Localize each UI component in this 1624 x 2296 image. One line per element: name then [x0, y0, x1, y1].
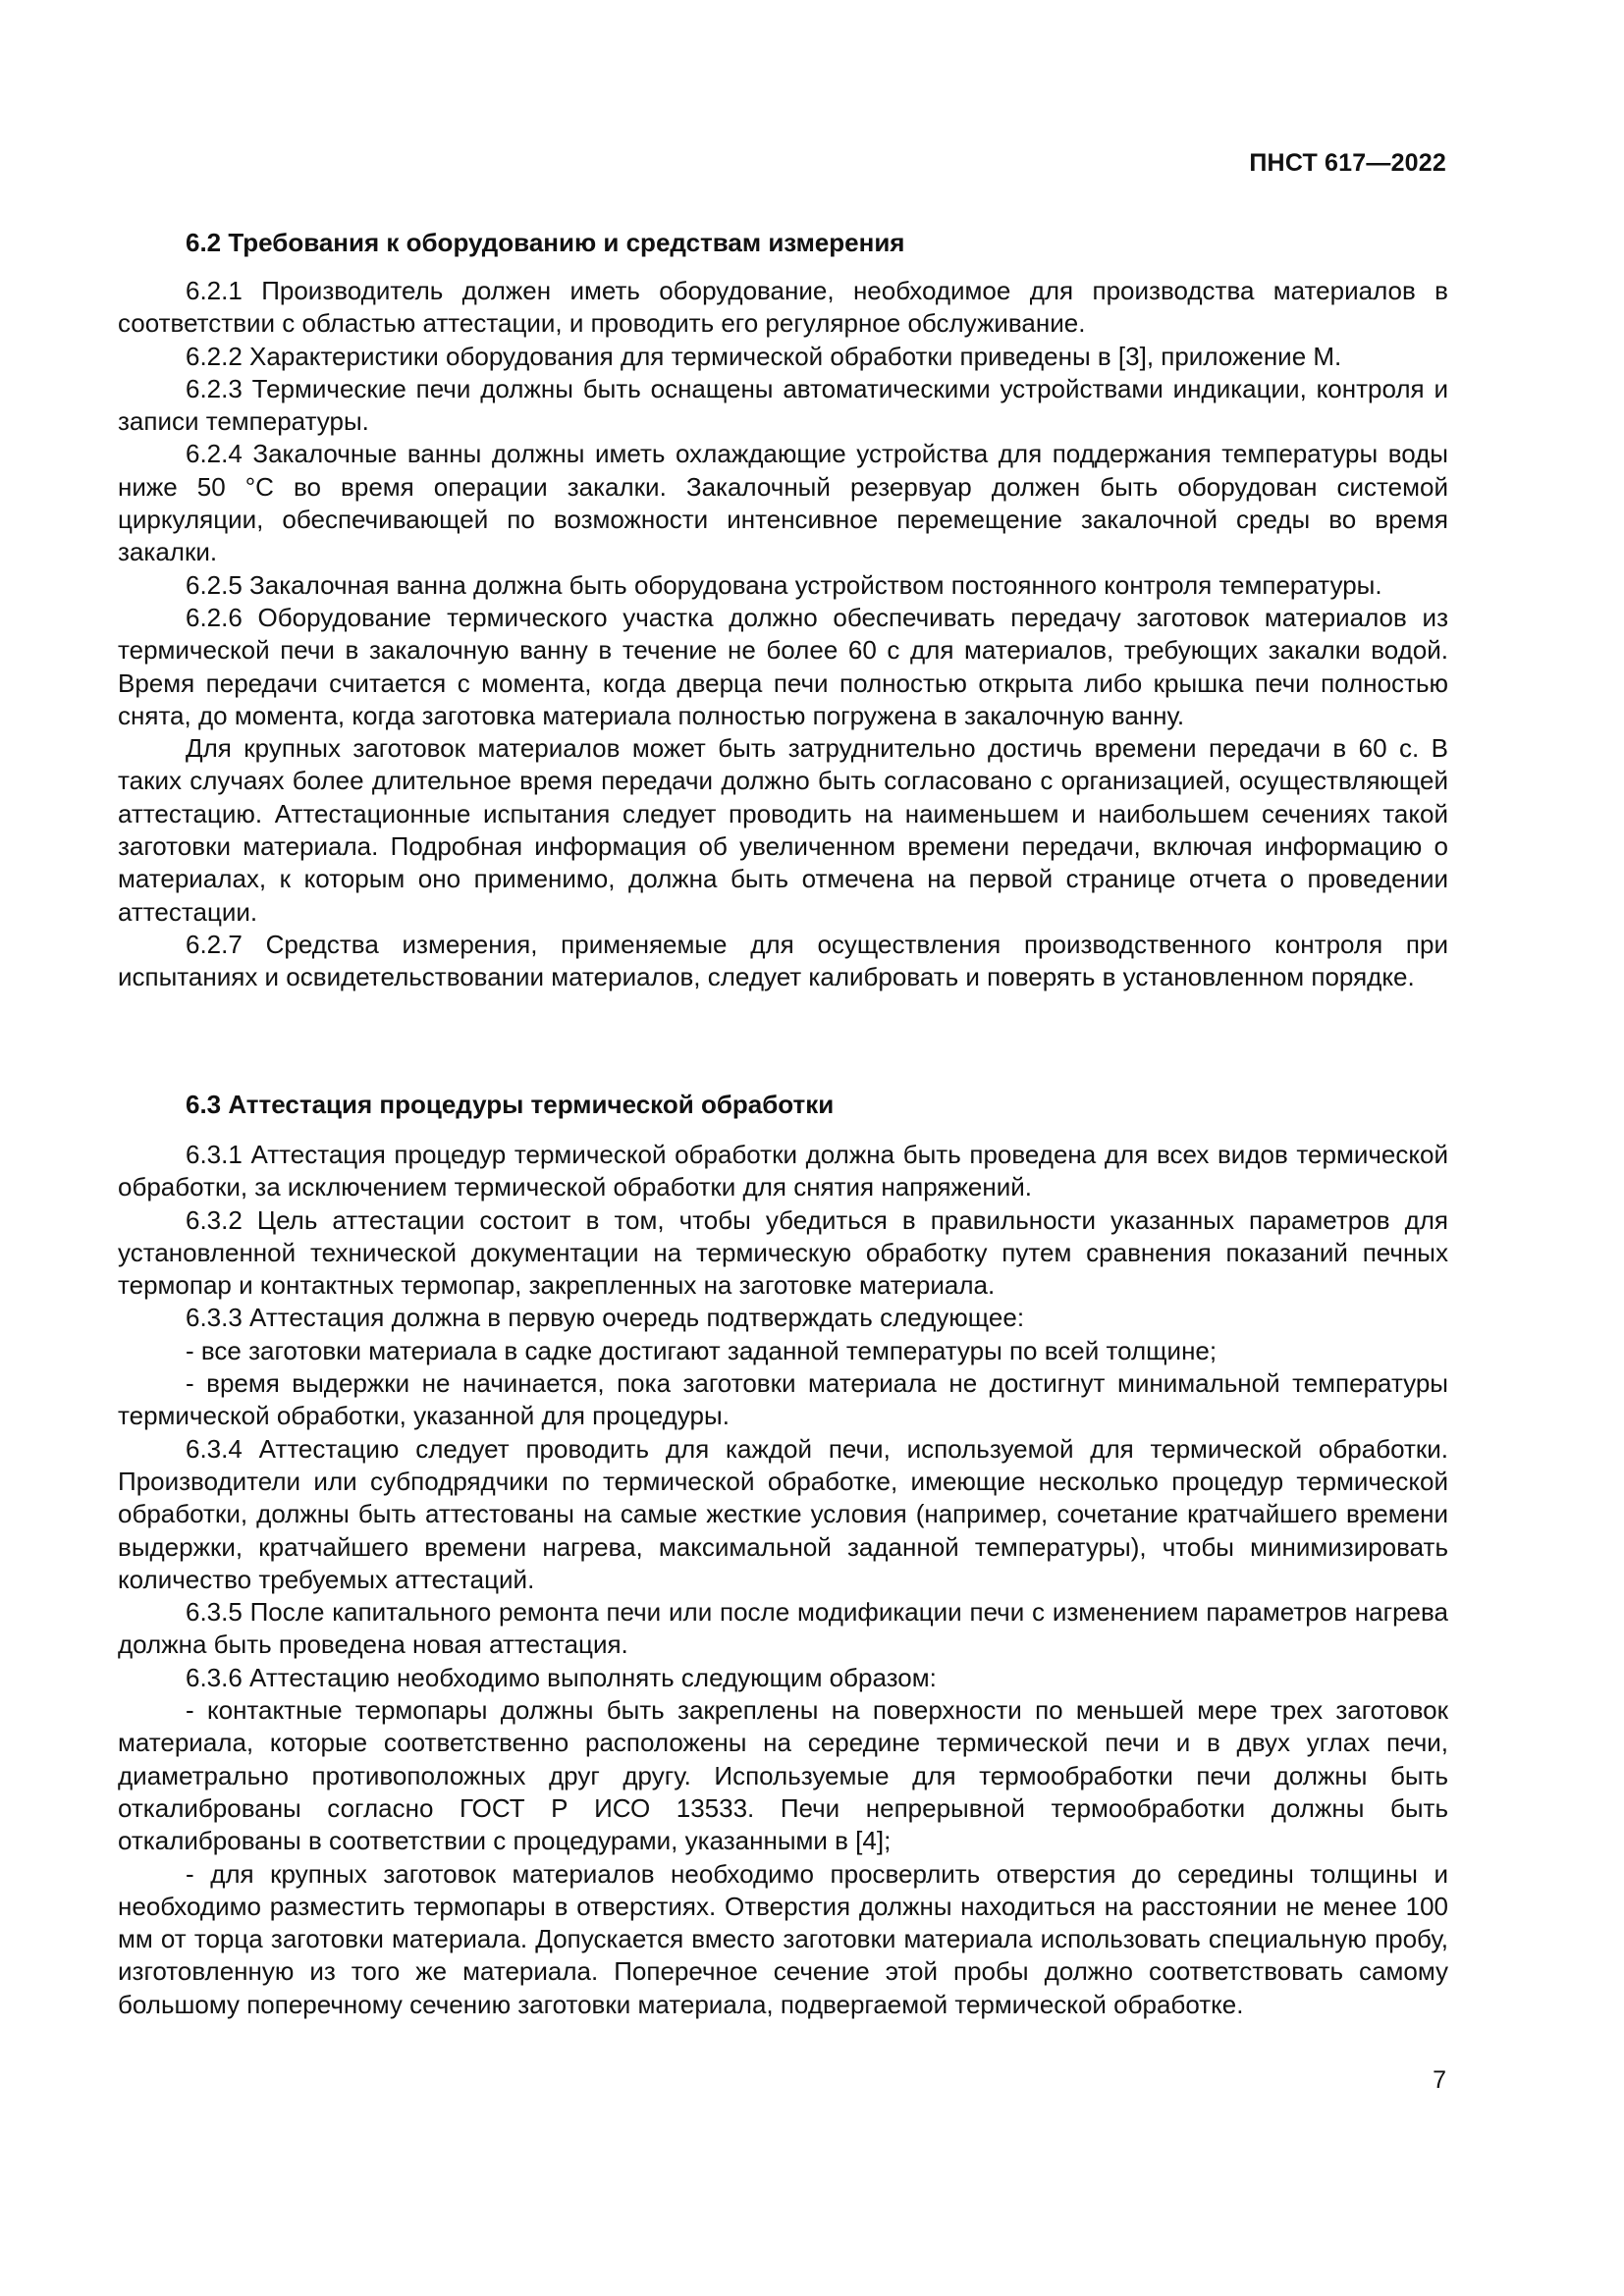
list-item-6-3-3-b: - время выдержки не начинается, пока заготовки материала не достигнут минимальной температуры термической обработки, указанной для процедуры. — [118, 1368, 1448, 1431]
paragraph-6-2-2: 6.2.2 Характеристики оборудования для термической обработки приведены в [3], приложение М. — [186, 341, 1342, 371]
paragraph-6-3-6: 6.3.6 Аттестацию необходимо выполнять следующим образом: — [186, 1662, 937, 1692]
paragraph-6-3-4: 6.3.4 Аттестацию следует проводить для каждой печи, используемой для термической обработки. Производители или субподрядчики по термической обработке, имеющие несколько процедур термической обработки, должны быть аттестованы на самые жесткие условия (например, сочетание кратчайшего времени выдержки, кратчайшего времени нагрева, максимальной заданной температуры), чтобы минимизировать количество требуемых аттестаций. — [118, 1433, 1448, 1594]
paragraph-6-3-5: 6.3.5 После капитального ремонта печи или после модификации печи с изменением параметров нагрева должна быть проведена новая аттестация. — [118, 1597, 1448, 1660]
paragraph-6-3-1: 6.3.1 Аттестация процедур термической обработки должна быть проведена для всех видов термической обработки, за исключением термической обработки для снятия напряжений. — [118, 1140, 1448, 1202]
list-item-6-3-6-a: - контактные термопары должны быть закреплены на поверхности по меньшей мере трех заготовок материала, которые соответственно расположены на середине термической печи и в двух углах печи, диаметрально противоположных друг другу. Используемые для термообработки печи должны быть откалиброваны согласно ГОСТ Р ИСО 13533. Печи непрерывной термообработки должны быть откалиброваны в соответствии с процедурами, указанными в [4]; — [118, 1695, 1448, 1856]
section-heading-6-2: 6.2 Требования к оборудованию и средствам измерения — [186, 228, 905, 257]
paragraph-6-3-2: 6.3.2 Цель аттестации состоит в том, чтобы убедиться в правильности указанных параметров для установленной технической документации на термическую обработку путем сравнения показаний печных термопар и контактных термопар, закрепленных на заготовке материала. — [118, 1204, 1448, 1301]
list-item-6-3-6-b: - для крупных заготовок материалов необходимо просверлить отверстия до середины толщины и необходимо разместить термопары в отверстиях. Отверстия должны находиться на расстоянии не менее 100 мм от торца заготовки материала. Допускается вместо заготовки материала использовать специальную пробу, изготовленную из того же материала. Поперечное сечение этой пробы должно соответствовать самому большому поперечному сечению заготовки материала, подвергаемой термической обработке. — [118, 1858, 1448, 2019]
paragraph-6-2-6: 6.2.6 Оборудование термического участка должно обеспечивать передачу заготовок материалов из термической печи в закалочную ванну в течение не более 60 с для материалов, требующих закалки водой. Время передачи считается с момента, когда дверца печи полностью открыта либо крышка печи полностью снята, до момента, когда заготовка материала полностью погружена в закалочную ванну. — [118, 602, 1448, 730]
paragraph-6-2-1: 6.2.1 Производитель должен иметь оборудование, необходимое для производства материалов в соответствии с областью аттестации, и проводить его регулярное обслуживание. — [118, 276, 1448, 339]
list-item-6-3-3-a: - все заготовки материала в садке достигают заданной температуры по всей толщине; — [186, 1335, 1218, 1365]
paragraph-6-2-3: 6.2.3 Термические печи должны быть оснащены автоматическими устройствами индикации, контроля и записи температуры. — [118, 373, 1448, 437]
paragraph-6-2-5: 6.2.5 Закалочная ванна должна быть оборудована устройством постоянного контроля температуры. — [186, 569, 1382, 600]
paragraph-6-2-6-continued: Для крупных заготовок материалов может быть затруднительно достичь времени передачи в 60 с. В таких случаях более длительное время передачи должно быть согласовано с организацией, осуществляющей аттестацию. Аттестационные испытания следует проводить на наименьшем и наибольшем сечениях такой заготовки материала. Подробная информация об увеличенном времени передачи, включая информацию о материалах, к которым оно применимо, должна быть отмечена на первой странице отчета о проведении аттестации. — [118, 733, 1448, 927]
section-heading-6-3: 6.3 Аттестация процедуры термической обработки — [186, 1090, 835, 1119]
page-number: 7 — [1433, 2066, 1446, 2094]
section-6-3-body — [118, 1139, 1448, 2021]
section-6-2-body — [118, 275, 1448, 994]
paragraph-6-2-4: 6.2.4 Закалочные ванны должны иметь охлаждающие устройства для поддержания температуры воды ниже 50 °С во время операции закалки. Закалочный резервуар должен быть оборудован системой циркуляции, обеспечивающей по возможности интенсивное перемещение закалочной среды во время закалки. — [118, 439, 1448, 567]
paragraph-6-2-7: 6.2.7 Средства измерения, применяемые для осуществления производственного контроля при испытаниях и освидетельствовании материалов, следует калибровать и поверять в установленном порядке. — [118, 929, 1448, 992]
paragraph-6-3-3: 6.3.3 Аттестация должна в первую очередь подтверждать следующее: — [186, 1303, 1025, 1333]
document-code: ПНСТ 617—2022 — [1249, 149, 1446, 177]
